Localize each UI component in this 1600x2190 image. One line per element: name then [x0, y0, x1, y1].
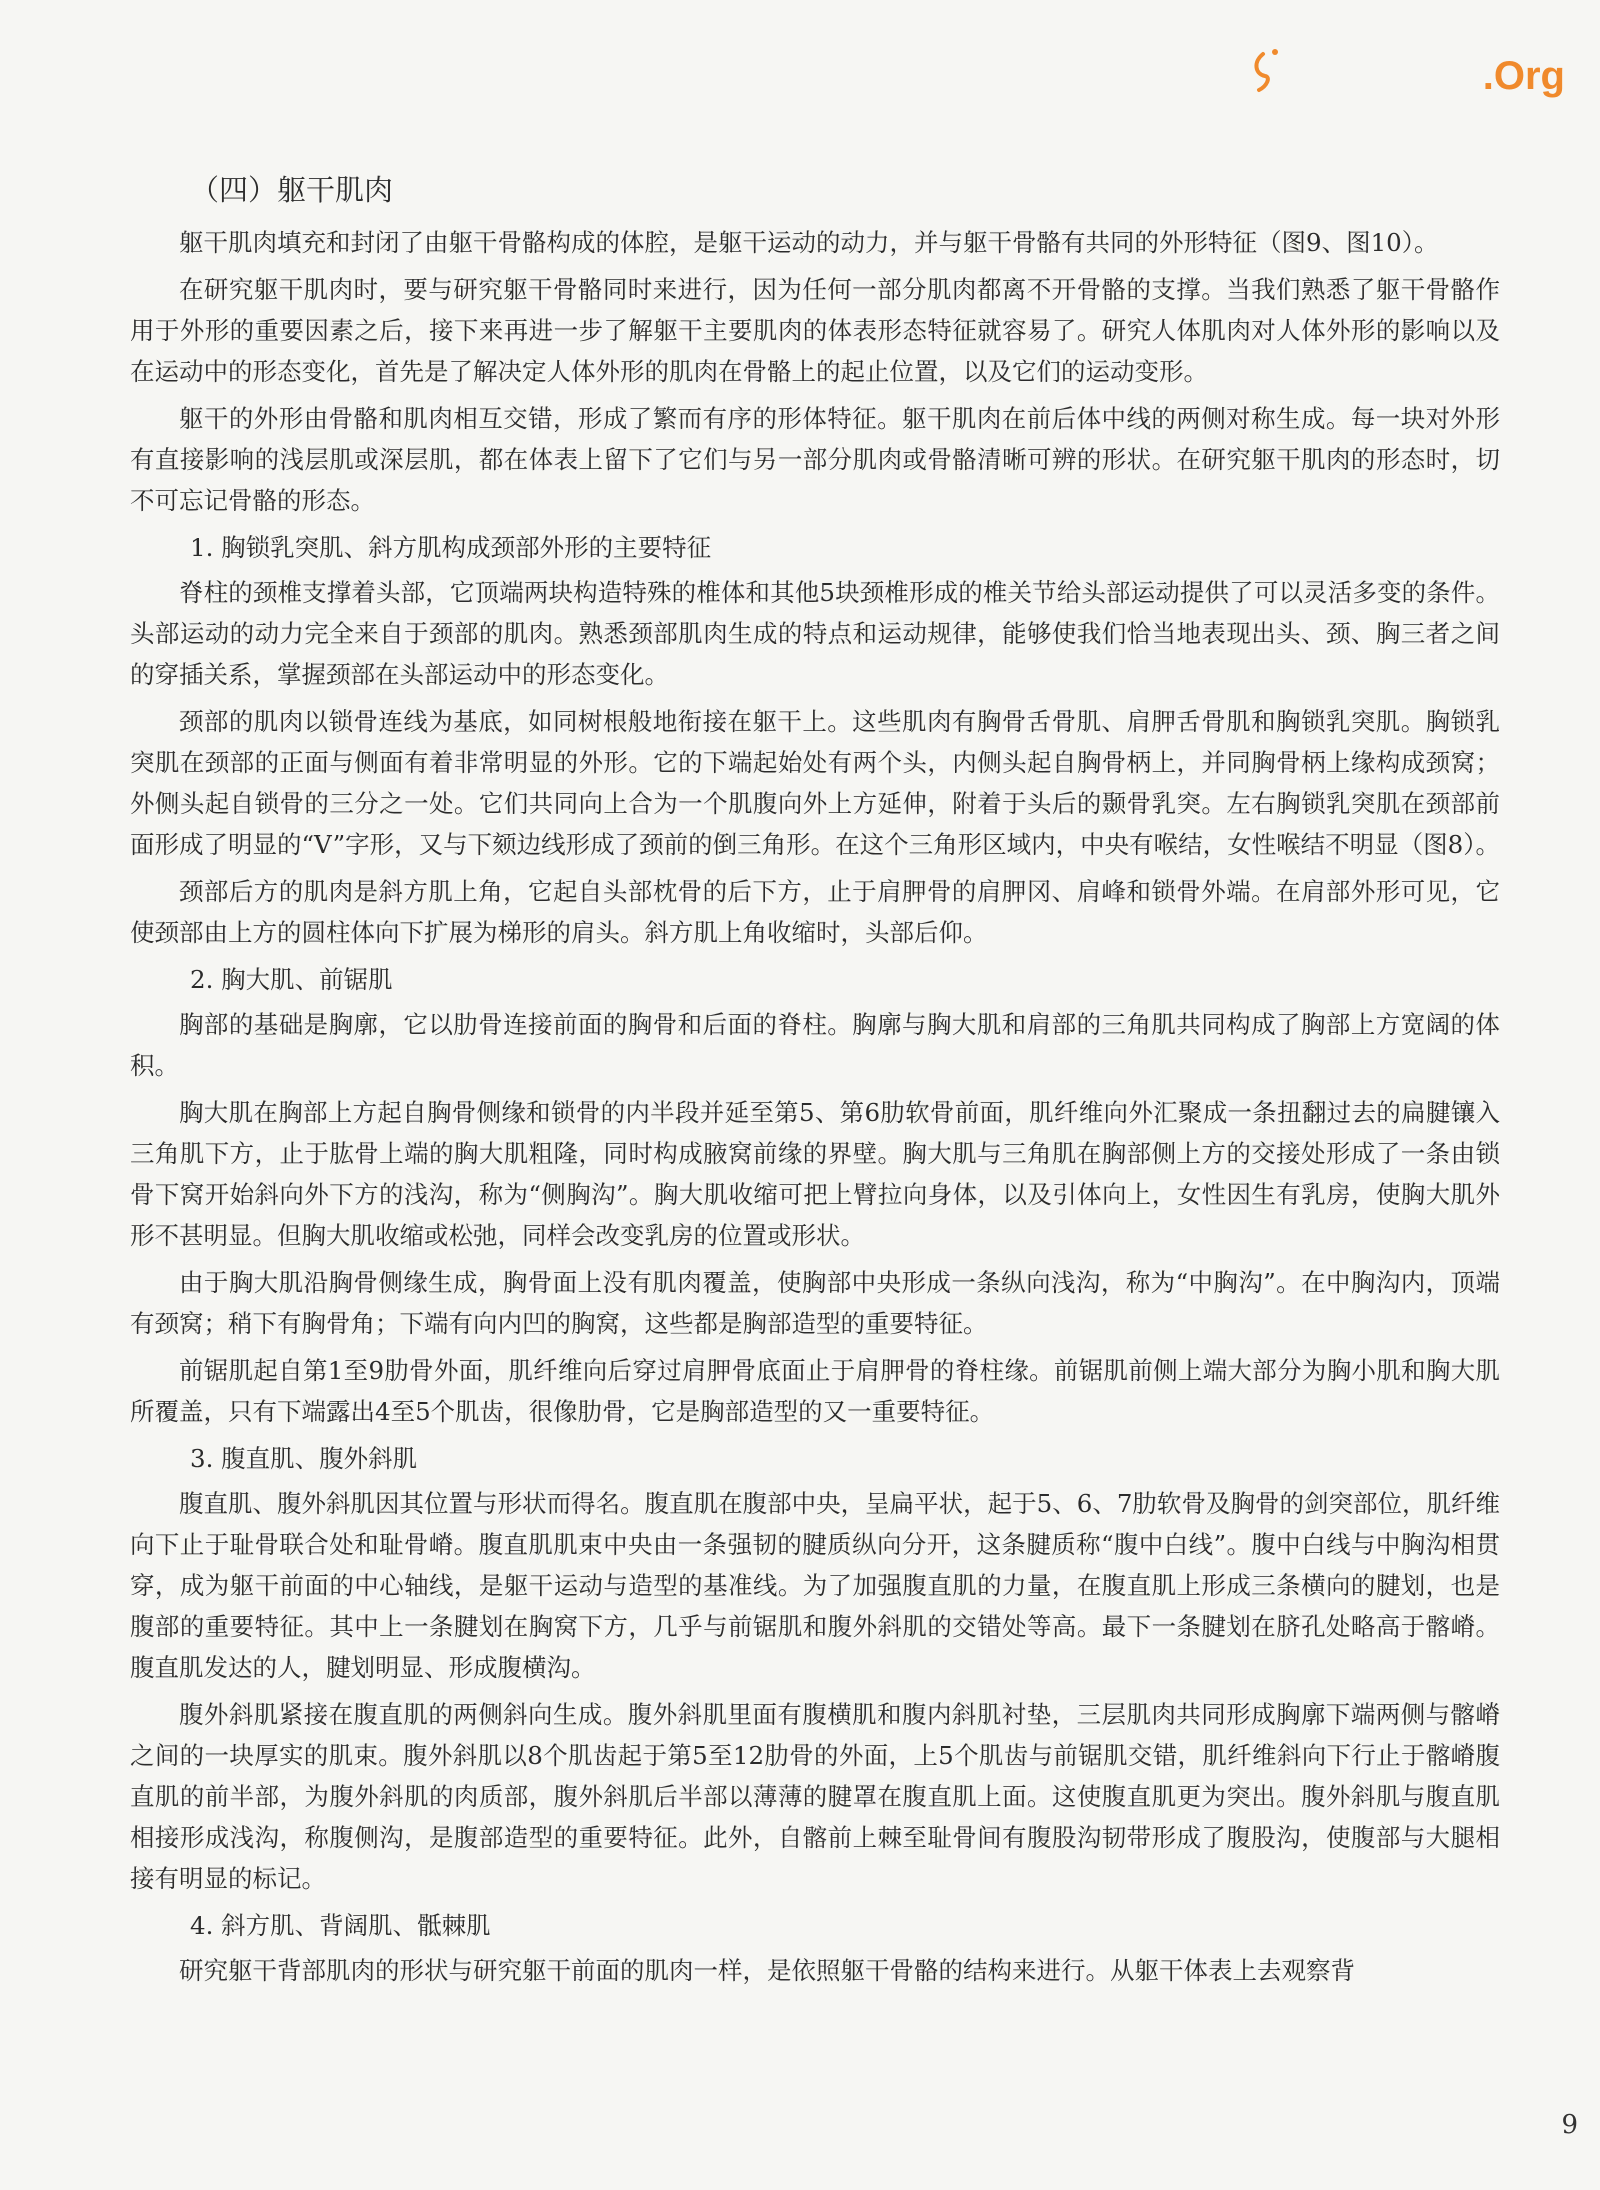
document-body	[130, 170, 1500, 1997]
paragraph: 颈部后方的肌肉是斜方肌上角，它起自头部枕骨的后下方，止于肩胛骨的肩胛冈、肩峰和锁骨外端。在肩部外形可见，它使颈部由上方的圆柱体向下扩展为梯形的肩头。斜方肌上角收缩时，头部后仰。	[130, 877, 1500, 947]
watermark-text: .Org	[1482, 54, 1565, 98]
paragraph: 颈部的肌肉以锁骨连线为基底，如同树根般地衔接在躯干上。这些肌肉有胸骨舌骨肌、肩胛舌骨肌和胸锁乳突肌。胸锁乳突肌在颈部的正面与侧面有着非常明显的外形。它的下端起始处有两个头，内侧头起自胸骨柄上，并同胸骨柄上缘构成颈窝；外侧头起自锁骨的三分之一处。它们共同向上合为一个肌腹向外上方延伸，附着于头后的颞骨乳突。左右胸锁乳突肌在颈部前面形成了明显的“V”字形，又与下颏边线形成了颈前的倒三角形。在这个三角形区域内，中央有喉结，女性喉结不明显（图8）。	[130, 707, 1500, 859]
section-heading: （四）躯干肌肉	[190, 173, 394, 207]
page-number: 9	[1561, 2110, 1578, 2140]
watermark-glyph-icon	[1245, 40, 1285, 100]
subheading: 2. 胸大肌、前锯肌	[190, 965, 393, 994]
paragraph: 在研究躯干肌肉时，要与研究躯干骨骼同时来进行，因为任何一部分肌肉都离不开骨骼的支撑。当我们熟悉了躯干骨骼作用于外形的重要因素之后，接下来再进一步了解躯干主要肌肉的体表形态特征就容易了。研究人体肌肉对人体外形的影响以及在运动中的形态变化，首先是了解决定人体外形的肌肉在骨骼上的起止位置，以及它们的运动变形。	[130, 275, 1500, 386]
subheading: 4. 斜方肌、背阔肌、骶棘肌	[190, 1911, 491, 1940]
paragraph: 胸大肌在胸部上方起自胸骨侧缘和锁骨的内半段并延至第5、第6肋软骨前面，肌纤维向外汇聚成一条扭翻过去的扁腱镶入三角肌下方，止于肱骨上端的胸大肌粗隆，同时构成腋窝前缘的界壁。胸大肌与三角肌在胸部侧上方的交接处形成了一条由锁骨下窝开始斜向外下方的浅沟，称为“侧胸沟”。胸大肌收缩可把上臂拉向身体，以及引体向上，女性因生有乳房，使胸大肌外形不甚明显。但胸大肌收缩或松弛，同样会改变乳房的位置或形状。	[130, 1098, 1500, 1250]
subheading: 3. 腹直肌、腹外斜肌	[190, 1444, 418, 1473]
paragraph: 脊柱的颈椎支撑着头部，它顶端两块构造特殊的椎体和其他5块颈椎形成的椎关节给头部运动提供了可以灵活多变的条件。头部运动的动力完全来自于颈部的肌肉。熟悉颈部肌肉生成的特点和运动规律，能够使我们恰当地表现出头、颈、胸三者之间的穿插关系，掌握颈部在头部运动中的形态变化。	[130, 578, 1500, 689]
paragraph: 躯干的外形由骨骼和肌肉相互交错，形成了繁而有序的形体特征。躯干肌肉在前后体中线的两侧对称生成。每一块对外形有直接影响的浅层肌或深层肌，都在体表上留下了它们与另一部分肌肉或骨骼清晰可辨的形状。在研究躯干肌肉的形态时，切不可忘记骨骼的形态。	[130, 404, 1500, 515]
paragraph: 前锯肌起自第1至9肋骨外面，肌纤维向后穿过肩胛骨底面止于肩胛骨的脊柱缘。前锯肌前侧上端大部分为胸小肌和胸大肌所覆盖，只有下端露出4至5个肌齿，很像肋骨，它是胸部造型的又一重要特征。	[130, 1356, 1500, 1426]
paragraph: 胸部的基础是胸廓，它以肋骨连接前面的胸骨和后面的脊柱。胸廓与胸大肌和肩部的三角肌共同构成了胸部上方宽阔的体积。	[130, 1010, 1500, 1080]
subheading: 1. 胸锁乳突肌、斜方肌构成颈部外形的主要特征	[190, 533, 712, 562]
paragraph: 腹外斜肌紧接在腹直肌的两侧斜向生成。腹外斜肌里面有腹横肌和腹内斜肌衬垫，三层肌肉共同形成胸廓下端两侧与髂嵴之间的一块厚实的肌束。腹外斜肌以8个肌齿起于第5至12肋骨的外面，上5个肌齿与前锯肌交错，肌纤维斜向下行止于髂嵴腹直肌的前半部，为腹外斜肌的肉质部，腹外斜肌后半部以薄薄的腱罩在腹直肌上面。这使腹直肌更为突出。腹外斜肌与腹直肌相接形成浅沟，称腹侧沟，是腹部造型的重要特征。此外，自髂前上棘至耻骨间有腹股沟韧带形成了腹股沟，使腹部与大腿相接有明显的标记。	[130, 1700, 1500, 1893]
watermark-logo	[1245, 30, 1575, 110]
paragraph: 研究躯干背部肌肉的形状与研究躯干前面的肌肉一样，是依照躯干骨骼的结构来进行。从躯干体表上去观察背	[179, 1956, 1355, 1985]
paragraph: 腹直肌、腹外斜肌因其位置与形状而得名。腹直肌在腹部中央，呈扁平状，起于5、6、7肋软骨及胸骨的剑突部位，肌纤维向下止于耻骨联合处和耻骨嵴。腹直肌肌束中央由一条强韧的腱质纵向分开，这条腱质称“腹中白线”。腹中白线与中胸沟相贯穿，成为躯干前面的中心轴线，是躯干运动与造型的基准线。为了加强腹直肌的力量，在腹直肌上形成三条横向的腱划，也是腹部的重要特征。其中上一条腱划在胸窝下方，几乎与前锯肌和腹外斜肌的交错处等高。最下一条腱划在脐孔处略高于髂嵴。腹直肌发达的人，腱划明显、形成腹横沟。	[130, 1489, 1500, 1682]
paragraph: 躯干肌肉填充和封闭了由躯干骨骼构成的体腔，是躯干运动的动力，并与躯干骨骼有共同的外形特征（图9、图10）。	[179, 228, 1439, 257]
paragraph: 由于胸大肌沿胸骨侧缘生成，胸骨面上没有肌肉覆盖，使胸部中央形成一条纵向浅沟，称为“中胸沟”。在中胸沟内，顶端有颈窝；稍下有胸骨角；下端有向内凹的胸窝，这些都是胸部造型的重要特征。	[130, 1268, 1500, 1338]
